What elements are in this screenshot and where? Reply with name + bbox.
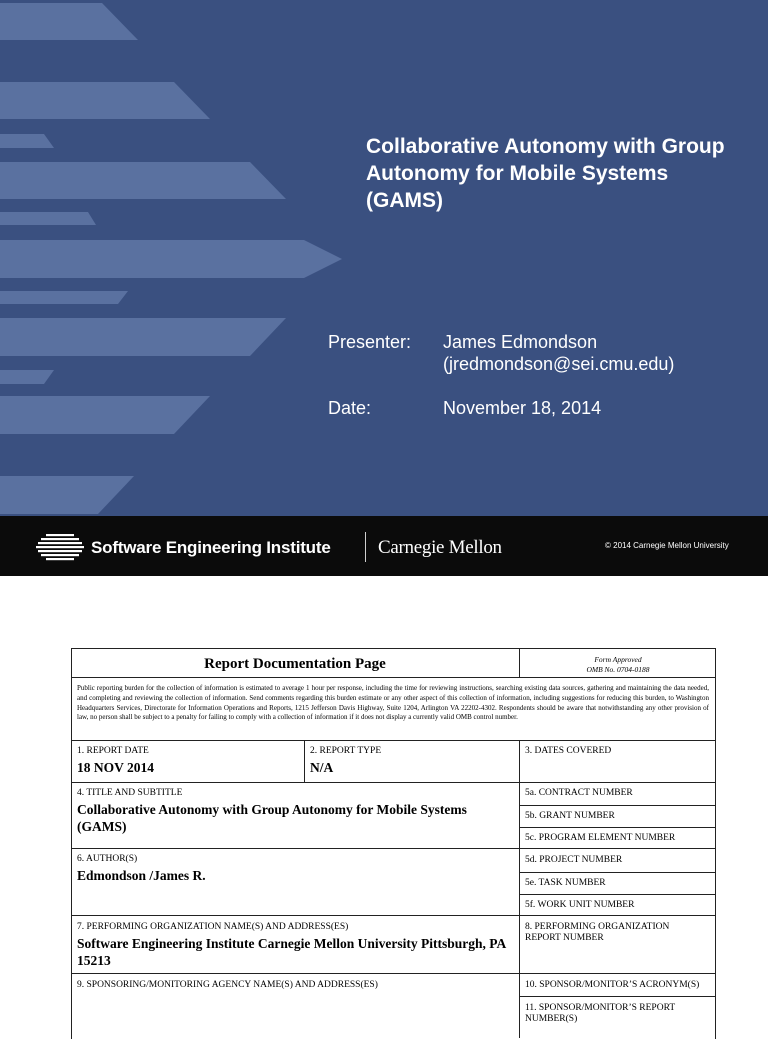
date-value: November 18, 2014 [443,398,602,418]
contract-number-label: 5a. CONTRACT NUMBER [525,788,633,798]
performing-report-label: 8. PERFORMING ORGANIZATION REPORT NUMBER [525,922,670,943]
decor-stripe [0,291,128,304]
author-value: Edmondson /James R. [77,868,206,883]
report-date-value: 18 NOV 2014 [77,760,155,775]
form-approved-note: Form Approved OMB No. 0704-0188 [586,655,650,674]
task-number-label: 5e. TASK NUMBER [525,878,606,888]
work-unit-label: 5f. WORK UNIT NUMBER [525,900,635,910]
project-number-label: 5d. PROJECT NUMBER [525,855,623,865]
form-title: Report Documentation Page [204,656,386,672]
program-element-label: 5c. PROGRAM ELEMENT NUMBER [525,833,676,843]
sponsor-acronym-label: 10. SPONSOR/MONITOR’S ACRONYM(S) [525,980,700,990]
decor-stripe [0,240,342,278]
report-date-label: 1. REPORT DATE [77,746,149,756]
title-subtitle-value: Collaborative Autonomy with Group Autonomy for Mobile Systems (GAMS) [77,802,467,834]
sponsoring-agency-label: 9. SPONSORING/MONITORING AGENCY NAME(S) AND ADDRESS(ES) [77,980,378,990]
sponsor-report-number-label: 11. SPONSOR/MONITOR’S REPORT NUMBER(S) [525,1003,675,1024]
copyright-text: © 2014 Carnegie Mellon University [605,541,729,550]
performing-org-value: Software Engineering Institute Carnegie Mellon University Pittsburgh, PA 15213 [77,936,506,968]
decor-stripe [0,134,54,148]
decor-stripe [0,82,210,119]
decor-stripe [0,370,54,384]
presenter-label: Presenter: [328,332,412,352]
author-label: 6. AUTHOR(S) [77,854,138,864]
title-slide [0,0,768,516]
cmu-logo-text: Carnegie Mellon [378,537,502,558]
sei-stripes-icon [36,533,84,561]
decor-stripe [0,396,210,434]
report-type-value: N/A [310,760,334,775]
report-type-label: 2. REPORT TYPE [310,746,382,756]
performing-org-label: 7. PERFORMING ORGANIZATION NAME(S) AND ADDRESS(ES) [77,922,349,932]
sei-logo-text: Software Engineering Institute [91,538,331,557]
decor-stripe [0,212,96,225]
presenter-name: James Edmondson [443,332,598,352]
slide-title: Collaborative Autonomy with Group Autonomy for Mobile Systems (GAMS) [366,135,725,212]
dates-covered-label: 3. DATES COVERED [525,746,612,756]
report-documentation-form [71,648,716,1038]
grant-number-label: 5b. GRANT NUMBER [525,811,615,821]
presenter-email: (jredmondson@sei.cmu.edu) [443,354,675,374]
footer-divider [365,532,366,562]
decor-stripe [0,318,286,356]
decor-stripe [0,3,138,40]
title-subtitle-label: 4. TITLE AND SUBTITLE [77,788,183,798]
decor-stripe [0,162,286,199]
burden-statement: Public reporting burden for the collection of information is estimated to average 1 hour per response, including the time for reviewing instructions, searching existing data sources, gathering and maintaining the data needed, and completing and reviewing the collection of information. Send comments regarding this burden estimate or any other aspect of this collection of information, including suggestions for reducing this burden, to Washington Headquarters Services, Directorate for Information Operations and Reports, 1215 Jefferson Davis Highway, Suite 1204, Arlington VA 22202-4302. Respondents should be aware that notwithstanding any other provision of law, no person shall be subject to a penalty for failing to comply with a collection of information if it does not display a currently valid OMB control number. [77,684,709,722]
decor-stripe [0,476,134,514]
date-label: Date: [328,398,372,418]
